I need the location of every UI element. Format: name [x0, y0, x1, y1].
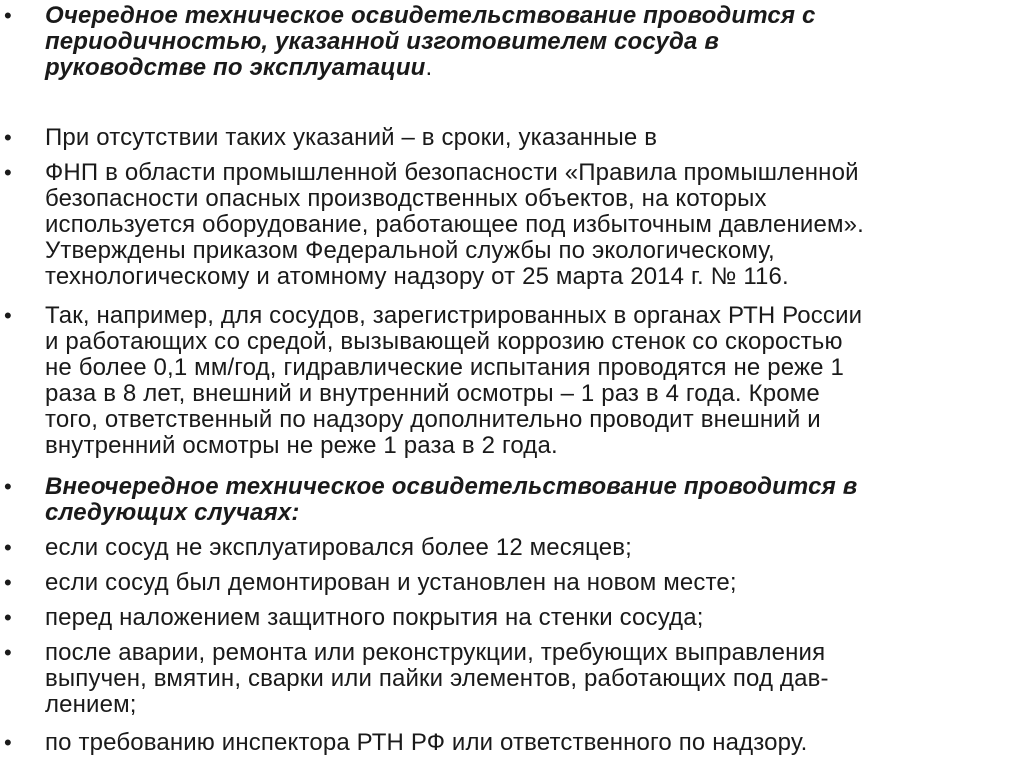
bullet: • — [4, 125, 12, 150]
bullet: • — [4, 303, 12, 328]
case-item — [45, 570, 1006, 596]
text-line: Очередное техническое освидетельствование проводится с — [45, 2, 816, 29]
case-item — [45, 640, 1006, 718]
text-line: если сосуд был демонтирован и установлен на новом месте; — [45, 569, 737, 596]
bullet: • — [4, 3, 12, 28]
scheduled-inspection-heading — [45, 3, 1006, 81]
text-line: При отсутствии таких указаний – в сроки, указанные в — [45, 124, 658, 151]
case-item — [45, 730, 1006, 756]
text-line: если сосуд не эксплуатировался более 12 месяцев; — [45, 534, 632, 561]
bullet: • — [4, 730, 12, 755]
text-line: безопасности опасных производственных объектов, на которых — [45, 185, 767, 212]
unscheduled-inspection-heading — [45, 474, 1006, 526]
bullet: • — [4, 160, 12, 185]
text-line: Утверждены приказом Федеральной службы по экологическому, — [45, 237, 775, 264]
example-paragraph — [45, 303, 1006, 459]
text-line: перед наложением защитного покрытия на стенки сосуда; — [45, 604, 704, 631]
text-line: по требованию инспектора РТН РФ или ответственного по надзору. — [45, 729, 808, 756]
case-item — [45, 535, 1006, 561]
fnp-rules-paragraph — [45, 160, 1006, 290]
text-line: раза в 8 лет, внешний и внутренний осмотры – 1 раз в 4 года. Кроме — [45, 380, 820, 407]
bullet: • — [4, 605, 12, 630]
text-line: лением; — [45, 691, 137, 718]
text-line: не более 0,1 мм/год, гидравлические испытания проводятся не реже 1 — [45, 354, 844, 381]
text-line: руководстве по эксплуатации — [45, 54, 426, 81]
text-line: того, ответственный по надзору дополнительно проводит внешний и — [45, 406, 821, 433]
bullet: • — [4, 535, 12, 560]
text-line: внутренний осмотры не реже 1 раза в 2 года. — [45, 432, 558, 459]
text-line: и работающих со средой, вызывающей коррозию стенок со скоростью — [45, 328, 843, 355]
case-item — [45, 605, 1006, 631]
text-line — [45, 55, 1006, 81]
bullet: • — [4, 640, 12, 665]
text-line: используется оборудование, работающее под избыточным давлением». — [45, 211, 864, 238]
text-line: периодичностью, указанной изготовителем сосуда в — [45, 28, 719, 55]
text-line: после аварии, ремонта или реконструкции, требующих выправления — [45, 639, 826, 666]
text-line: ФНП в области промышленной безопасности «Правила промышленной — [45, 159, 859, 186]
text-line: Так, например, для сосудов, зарегистрированных в органах РТН России — [45, 302, 863, 329]
text-line — [45, 29, 1006, 55]
text-tail: . — [425, 54, 433, 81]
text-line: следующих случаях: — [45, 499, 300, 526]
text-line: технологическому и атомному надзору от 25 марта 2014 г. № 116. — [45, 263, 789, 290]
text-line: Внеочередное техническое освидетельствование проводится в — [45, 473, 858, 500]
bullet: • — [4, 474, 12, 499]
bullet: • — [4, 570, 12, 595]
no-instructions-paragraph — [45, 125, 1006, 151]
text-line: выпучен, вмятин, сварки или пайки элементов, работающих под дав- — [45, 665, 829, 692]
